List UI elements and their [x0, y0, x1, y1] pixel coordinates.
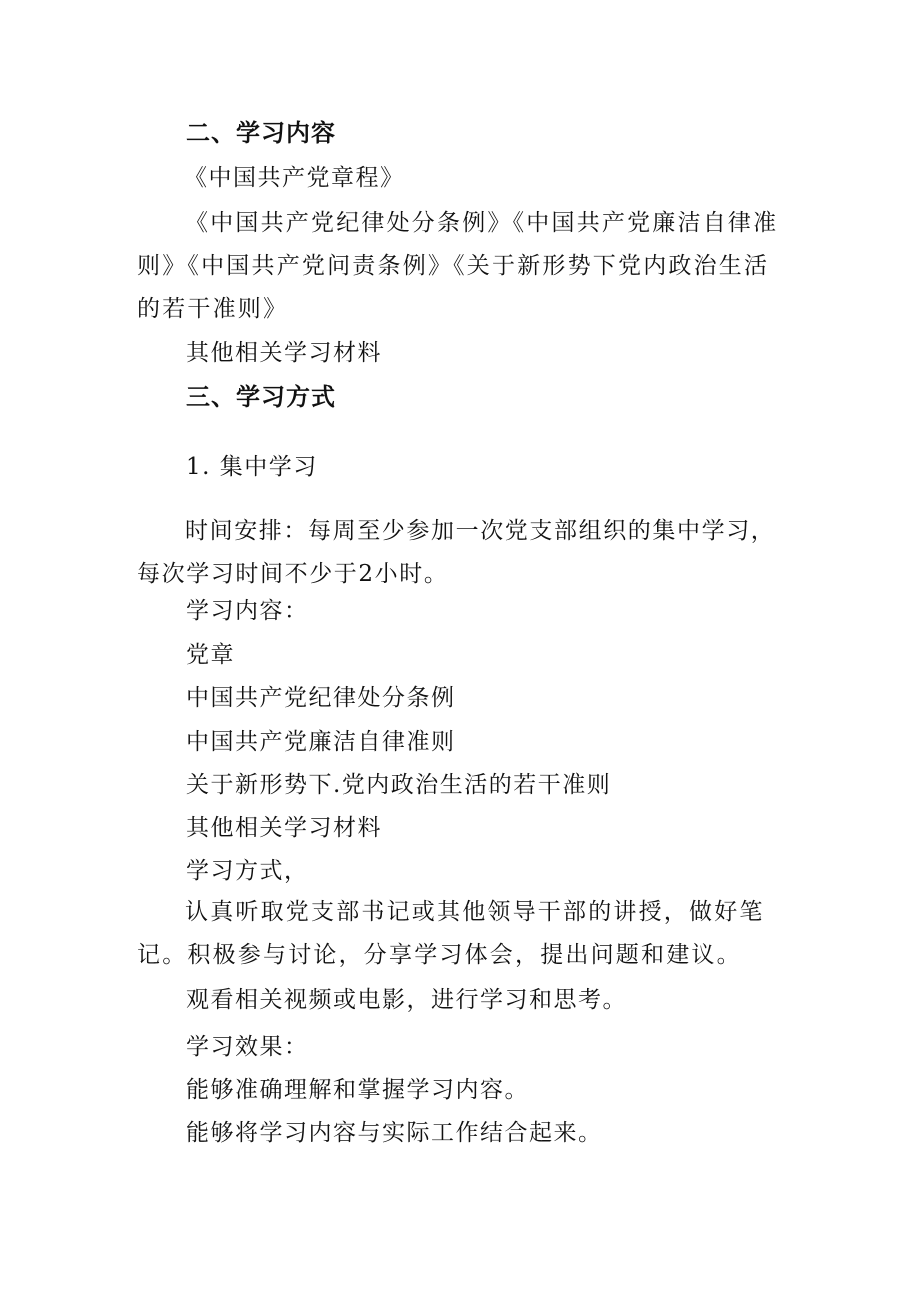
- schedule-paragraph: 时间安排：每周至少参加一次党支部组织的集中学习，每次学习时间不少于2小时。: [137, 518, 776, 587]
- effect-item: 能够准确理解和掌握学习内容。: [186, 1077, 529, 1103]
- section-3-heading: 三、学习方式: [186, 383, 336, 411]
- content-item: 党章: [186, 642, 235, 668]
- content-item: 中国共产党廉洁自律准则: [186, 729, 456, 755]
- content-item: 关于新形势下.党内政治生活的若干准则: [186, 772, 612, 798]
- method-paragraph-video: 观看相关视频或电影，进行学习和思考。: [186, 987, 627, 1013]
- study-item-other-materials: 其他相关学习材料: [186, 340, 382, 366]
- effect-label: 学习效果：: [186, 1034, 309, 1060]
- content-item: 其他相关学习材料: [186, 815, 382, 841]
- content-label: 学习内容：: [186, 598, 309, 624]
- study-item-regulations: 《中国共产党纪律处分条例》《中国共产党廉洁自律准则》《中国共产党问责条例》《关于新形势下党内政治生活的若干准则》: [137, 210, 779, 322]
- method-label: 学习方式，: [186, 858, 309, 884]
- section-2-heading: 二、学习内容: [186, 119, 336, 147]
- study-item-party-constitution: 《中国共产党章程》: [184, 165, 405, 191]
- subheading-centralized-study: 1. 集中学习: [186, 454, 318, 480]
- method-paragraph-lecture: 认真听取党支部书记或其他领导干部的讲授，做好笔记。积极参与讨论，分享学习体会，提出问题和建议。: [137, 899, 765, 968]
- effect-item: 能够将学习内容与实际工作结合起来。: [186, 1120, 603, 1146]
- content-item: 中国共产党纪律处分条例: [186, 685, 456, 711]
